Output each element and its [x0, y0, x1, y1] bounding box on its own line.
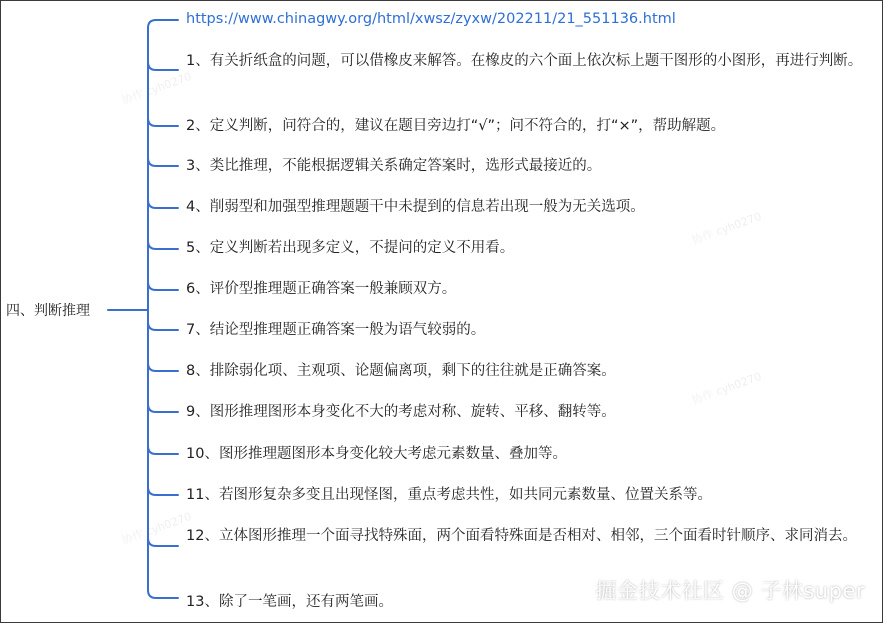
faint-watermark: 协作 cyh0270 — [690, 209, 764, 248]
branch-item-5: 5、定义判断若出现多定义，不提问的定义不用看。 — [186, 240, 515, 256]
branch-connector-8 — [148, 363, 178, 371]
branch-connector-4 — [148, 200, 178, 208]
faint-watermark: 协作 cyh0270 — [690, 369, 764, 408]
branch-item-12: 12、立体图形推理一个面寻找特殊面，两个面看特殊面是否相对、相邻，三个面看时针顺序、求同消去。 — [186, 528, 857, 544]
branch-item-4: 4、削弱型和加强型推理题题干中未提到的信息若出现一般为无关选项。 — [186, 199, 645, 215]
branch-connector-7 — [148, 322, 178, 330]
branch-connector-3 — [148, 158, 178, 166]
branch-connector-5 — [148, 241, 178, 249]
source-url-link[interactable]: https://www.chinagwy.org/html/xwsz/zyxw/202211/21_551136.html — [186, 11, 676, 27]
branch-connector-12 — [148, 538, 178, 546]
branch-item-9: 9、图形推理图形本身变化不大的考虑对称、旋转、平移、翻转等。 — [186, 404, 616, 420]
site-watermark: 掘金技术社区 @ 子林super — [595, 579, 865, 603]
faint-watermark: 协作 cyh0270 — [120, 69, 194, 108]
branch-connector-6 — [148, 282, 178, 290]
branch-connector-9 — [148, 404, 178, 412]
branch-connector-10 — [148, 446, 178, 454]
branch-item-10: 10、图形推理题图形本身变化较大考虑元素数量、叠加等。 — [186, 446, 567, 462]
branch-item-8: 8、排除弱化项、主观项、论题偏离项，剩下的往往就是正确答案。 — [186, 363, 616, 379]
branch-item-3: 3、类比推理，不能根据逻辑关系确定答案时，选形式最接近的。 — [186, 158, 602, 174]
branch-connector-2 — [148, 118, 178, 126]
root-node-label: 四、判断推理 — [6, 303, 90, 319]
branch-item-6: 6、评价型推理题正确答案一般兼顾双方。 — [186, 281, 457, 297]
branch-item-1: 1、有关折纸盒的问题，可以借橡皮来解答。在橡皮的六个面上依次标上题干图形的小图形，再进行判断。 — [186, 53, 863, 69]
branch-item-13: 13、除了一笔画，还有两笔画。 — [186, 594, 393, 610]
branch-connector-11 — [148, 487, 178, 495]
branch-connector-13 — [148, 590, 178, 598]
branch-item-11: 11、若图形复杂多变且出现怪图，重点考虑共性，如共同元素数量、位置关系等。 — [186, 487, 712, 503]
branch-connector-1 — [148, 62, 178, 70]
branch-connector-url — [148, 20, 178, 28]
branch-item-7: 7、结论型推理题正确答案一般为语气较弱的。 — [186, 322, 486, 338]
branch-item-2: 2、定义判断，问符合的，建议在题目旁边打“√”；问不符合的，打“×”，帮助解题。 — [186, 118, 726, 134]
faint-watermark: 协作 cyh0270 — [120, 509, 194, 548]
